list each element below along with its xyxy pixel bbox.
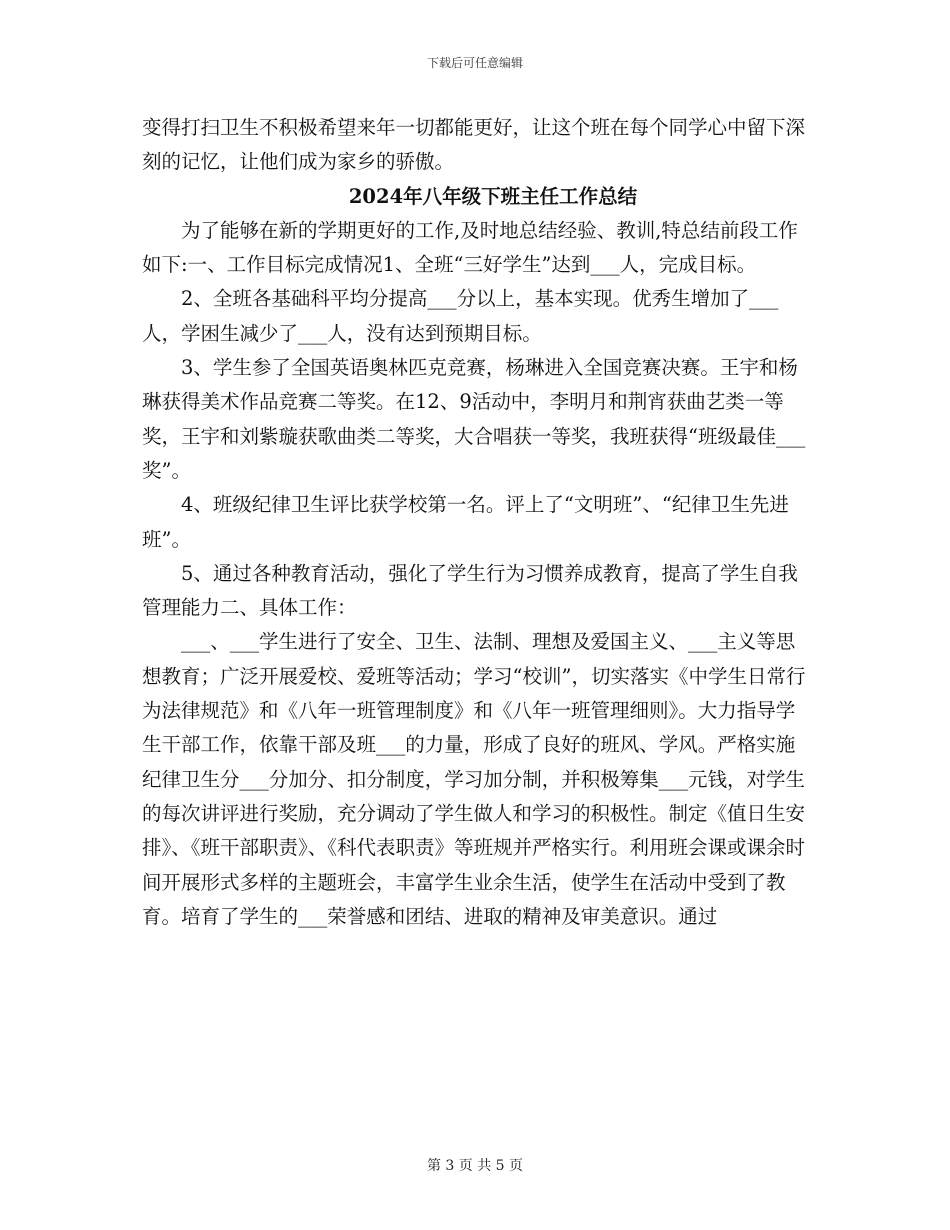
page-header-note: 下载后可任意编辑 bbox=[426, 56, 523, 70]
paragraph-item-2: 2、全班各基础科平均分提高___分以上，基本实现。优秀生增加了___人，学困生减少了___人，没有达到预期目标。 bbox=[142, 287, 779, 345]
document-body bbox=[142, 111, 812, 934]
paragraph-item-5: 5、通过各种教育活动，强化了学生行为习惯养成教育，提高了学生自我管理能力二、具体工作： bbox=[142, 561, 798, 620]
document-title: 2024年八年级下班主任工作总结 bbox=[348, 184, 638, 208]
page-number: 第 3 页 共 5 页 bbox=[426, 1158, 524, 1174]
paragraph-specific-work: ___、___学生进行了安全、卫生、法制、理想及爱国主义、___主义等思想教育；广泛开展爱校、爱班等活动；学习“校训”，切实落实《中学生日常行为法律规范》和《八年一班管理制度》和《八年一班管理细则》。大力指导学生干部工作，依靠干部及班___的力量，形成了良好的班风、学风。严格实施纪律卫生分___分加分、扣分制度，学习加分制，并积极筹集___元钱，对学生的每次讲评进行奖励，充分调动了学生做人和学习的积极性。制定《值日生安排》、《班干部职责》、《科代表职责》等班规并严格实行。利用班会课或课余时间开展形式多样的主题班会，丰富学生业余生活，使学生在活动中受到了教育。培育了学生的___荣誉感和团结、进取的精神及审美意识。通过 bbox=[142, 630, 806, 928]
paragraph-item-4: 4、班级纪律卫生评比获学校第一名。评上了“文明班”、“纪律卫生先进班”。 bbox=[142, 493, 789, 551]
lead-paragraph: 变得打扫卫生不积极希望来年一切都能更好，让这个班在每个同学心中留下深刻的记忆，让他们成为家乡的骄傲。 bbox=[142, 116, 806, 174]
paragraph-intro: 为了能够在新的学期更好的工作,及时地总结经验、教训,特总结前段工作如下:一、工作目标完成情况1、全班“三好学生”达到___人，完成目标。 bbox=[142, 218, 798, 277]
paragraph-item-3: 3、学生参了全国英语奥林匹克竞赛，杨琳进入全国竞赛决赛。王宇和杨琳获得美术作品竞赛二等奖。在12、9活动中，李明月和荆宵获曲艺类一等奖，王宇和刘紫璇获歌曲类二等奖，大合唱获一等奖，我班获得“班级最佳___奖”。 bbox=[142, 356, 806, 482]
